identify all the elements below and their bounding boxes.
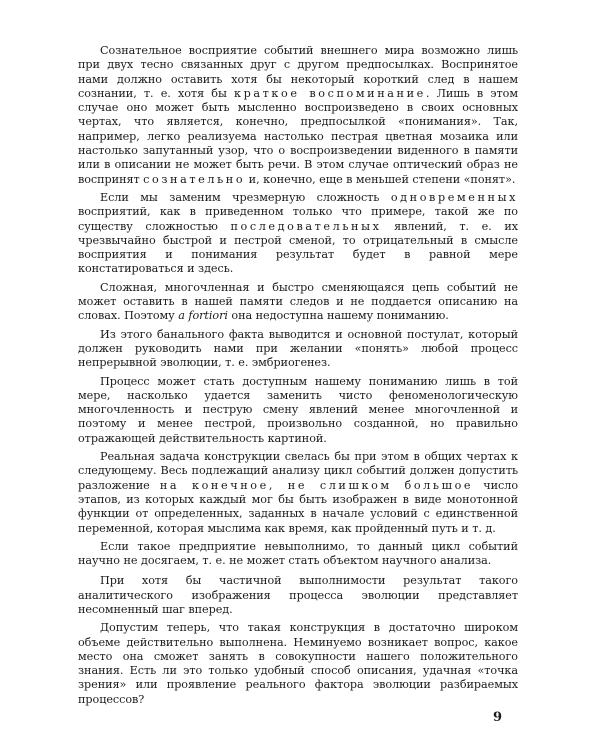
text-run: она недоступна нашему пониманию.: [227, 309, 449, 323]
text-run: Если мы заменим чрезмерную сложность: [100, 190, 391, 204]
text-run: Из этого банального факта выводится и основной постулат, который должен руководить нами при желании «понять» любой процесс непрерывной эволюции, т. е. эмбриогенез.: [78, 327, 518, 370]
emphasis-spaced: сознательно: [143, 172, 246, 186]
text-run: При хотя бы частичной выполнимости результат такого аналитического изображения процесса эволюции представляет несомненный шаг вперед.: [78, 574, 518, 616]
text-run: явлений, т. е. их чрезвычайно быстрой и пестрой сменой, то отрицательный в смысле восприятия и понимания результат будет в равной мере констатироваться и здесь.: [78, 219, 518, 276]
text-run: Сознательное восприятие событий внешнего мира возможно лишь при двух тесно связанных друг с другом предпосылках. Воспринятое нами должно оставить хотя бы некоторый короткий след в нашем сознании, т. е. хотя бы: [78, 44, 518, 100]
paragraph-3: [78, 281, 518, 324]
paragraph-9: [78, 621, 518, 707]
paragraph-2: [78, 191, 518, 277]
text-run: число этапов, из которых каждый мог бы быть изображен в виде монотонной функции от определенных, заданных в начале условий с единственной переменной, которая мыслима как время, как пройденный путь и т. д.: [78, 478, 519, 535]
text-run: Если такое предприятие невыполнимо, то данный цикл событий научно не досягаем, т. е. не может стать объектом научного анализа.: [78, 539, 518, 568]
emphasis-italic: a fortiori: [178, 309, 228, 323]
emphasis-spaced: краткое воспоминание: [233, 86, 426, 100]
text-run: и, конечно, еще в меньшей степени «понят».: [245, 172, 516, 186]
emphasis-spaced: последовательных: [230, 219, 382, 233]
emphasis-spaced: на конечное, не слишком большое: [159, 478, 474, 492]
page-number: 9: [493, 710, 503, 725]
paragraph-7: [78, 540, 518, 569]
text-run: . Лишь в этом случае оно может быть мысленно воспроизведено в своих основных чертах, что является, конечно, предпосылкой «понимания». Так, например, легко реализуема настолько пестрая цветная мозаика или настолько запутанный узор, что о воспроизведении виденного в памяти или в описании не может быть речи. В этом случае оптический образ не воспринят: [78, 86, 518, 186]
paragraph-5: [78, 375, 518, 446]
paragraph-4: [78, 328, 518, 371]
text-run: Процесс может стать доступным нашему пониманию лишь в той мере, насколько удается заменить чисто феноменологическую многочленность и пеструю смену явлений менее многочленной и поэтому и менее пестрой, произвольно созданной, но правильно отражающей действительность картиной.: [78, 374, 518, 445]
text-run: восприятий, как в приведенном только что примере, такой же по существу сложностью: [78, 205, 518, 233]
emphasis-spaced: одновременных: [390, 190, 518, 204]
text-run: Реальная задача конструкции свелась бы при этом в общих чертах к следующему. Весь подлежащий анализу цикл событий должен допустить разложение: [78, 450, 518, 492]
paragraph-6: [78, 450, 518, 536]
text-run: Сложная, многочленная и быстро сменяющаяся цепь событий не может оставить в нашей памяти следов и не поддается описанию на словах. Поэтому: [78, 280, 518, 323]
body-text: [78, 44, 518, 711]
paragraph-1: [78, 44, 518, 187]
text-run: Допустим теперь, что такая конструкция в достаточно широком объеме действительно выполнена. Неминуемо возникает вопрос, какое место она сможет занять в совокупности нашего положительного знания. Есть ли это только удобный способ описания, удачная «точка зрения» или проявление реального фактора эволюции разбираемых процессов?: [78, 621, 518, 706]
paragraph-8: [78, 574, 518, 617]
